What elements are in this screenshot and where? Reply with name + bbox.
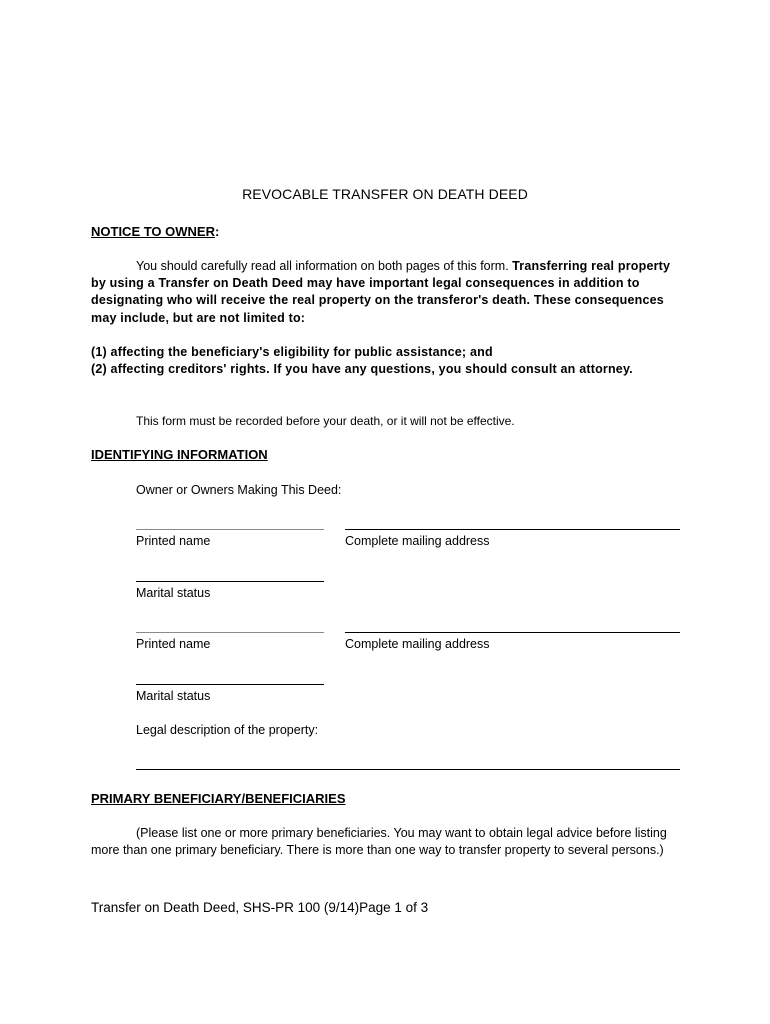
printed-name-2-line[interactable] (136, 632, 324, 633)
document-title: REVOCABLE TRANSFER ON DEATH DEED (242, 186, 528, 202)
marital-status-2-label: Marital status (136, 689, 211, 703)
notice-item-1: (1) affecting the beneficiary's eligibility for public assistance; and (91, 345, 493, 359)
notice-heading (91, 224, 219, 239)
legal-description-label: Legal description of the property: (136, 723, 319, 737)
beneficiaries-heading-text: PRIMARY BENEFICIARY/BENEFICIARIES (91, 791, 346, 806)
mailing-address-1-label: Complete mailing address (345, 534, 490, 548)
legal-description-line[interactable] (136, 769, 680, 770)
printed-name-1-line[interactable] (136, 529, 324, 530)
recording-note (91, 413, 681, 430)
beneficiaries-heading (91, 791, 346, 806)
beneficiaries-instructions-text: (Please list one or more primary beneficiaries. You may want to obtain legal advice before listing more than one primary beneficiary. There is more than one way to transfer property to several persons.) (91, 826, 667, 858)
recording-note-text: This form must be recorded before your death, or it will not be effective. (136, 414, 515, 428)
page-footer: Transfer on Death Deed, SHS-PR 100 (9/14)Page 1 of 3 (91, 900, 429, 915)
identifying-heading-text: IDENTIFYING INFORMATION (91, 447, 268, 462)
owners-label: Owner or Owners Making This Deed: (136, 483, 342, 497)
notice-intro-text: You should carefully read all information on both pages of this form. (136, 259, 513, 273)
mailing-address-2-line[interactable] (345, 632, 680, 633)
identifying-heading (91, 447, 268, 462)
notice-heading-colon: : (214, 224, 220, 239)
notice-heading-text: NOTICE TO OWNER (91, 224, 215, 239)
marital-status-1-line[interactable] (136, 581, 324, 582)
mailing-address-2-label: Complete mailing address (345, 637, 490, 651)
mailing-address-1-line[interactable] (345, 529, 680, 530)
notice-legal-consequences: Transferring real property by using a Transfer on Death Deed may have important legal consequences in addition to designating who will receive the real property on the transferor's death. These consequences may include, but are not limited to: (91, 259, 671, 325)
beneficiaries-instructions (91, 825, 681, 859)
printed-name-2-label: Printed name (136, 637, 211, 651)
printed-name-1-label: Printed name (136, 534, 211, 548)
notice-paragraph (91, 258, 681, 327)
marital-status-1-label: Marital status (136, 586, 211, 600)
marital-status-2-line[interactable] (136, 684, 324, 685)
notice-item-2: (2) affecting creditors' rights. If you have any questions, you should consult an attorney. (91, 362, 633, 376)
